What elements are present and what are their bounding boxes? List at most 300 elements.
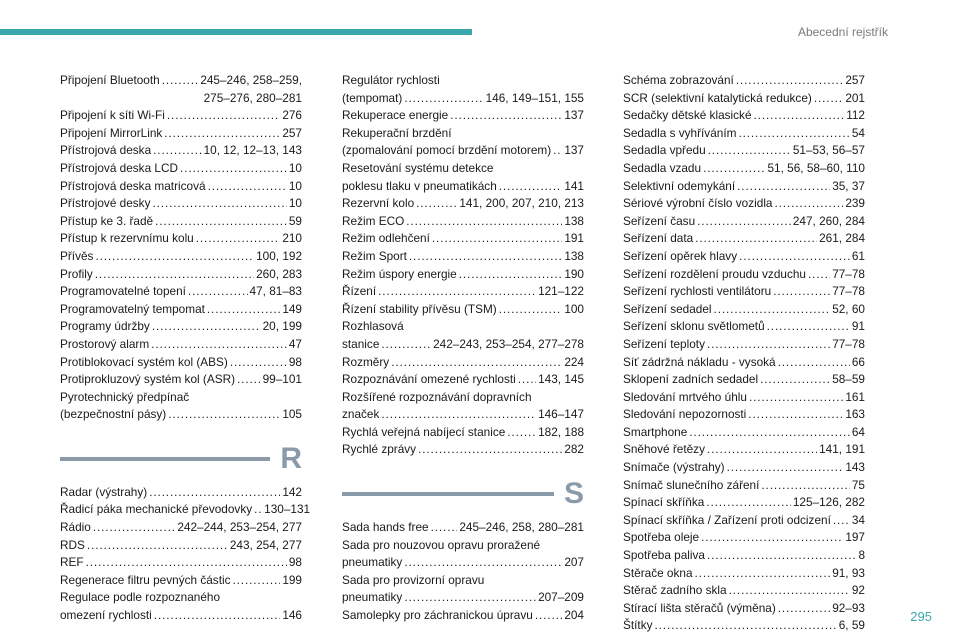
index-line	[60, 406, 302, 424]
page-reference: 191	[564, 231, 584, 246]
page-reference: 47, 81–83	[249, 284, 302, 299]
index-term: Stírací lišta stěračů (výměna)	[623, 600, 776, 615]
index-term: Režim odlehčení	[342, 231, 430, 246]
dot-leader	[707, 547, 856, 565]
page-reference: 100, 192	[256, 248, 302, 263]
index-term: Seřízení času	[623, 213, 696, 228]
index-entry	[623, 195, 865, 213]
dot-leader	[406, 213, 562, 231]
dot-leader	[736, 72, 843, 90]
index-line	[60, 607, 302, 625]
page-reference: 77–78	[832, 266, 865, 281]
page-reference: 143, 145	[538, 372, 584, 387]
index-entry	[60, 248, 302, 266]
dot-leader	[381, 406, 536, 424]
index-term: Přístup k rezervnímu kolu	[60, 231, 194, 246]
index-line	[60, 248, 302, 266]
index-line	[60, 178, 302, 196]
dot-leader	[737, 178, 830, 196]
index-line	[342, 607, 584, 625]
index-entry	[60, 142, 302, 160]
index-term-line: Rozhlasová	[342, 319, 404, 334]
dot-leader	[707, 336, 830, 354]
section-letter: S	[563, 477, 584, 511]
page-reference: 92	[851, 583, 865, 598]
index-entry	[60, 589, 302, 624]
dot-leader	[707, 441, 817, 459]
index-entry	[60, 283, 302, 301]
index-term: Samolepky pro záchranickou úpravu	[342, 608, 533, 623]
index-line	[623, 406, 865, 424]
index-line	[623, 230, 865, 248]
page-reference: 8	[858, 548, 865, 563]
dot-leader	[778, 600, 830, 618]
index-term: Seřízení data	[623, 231, 694, 246]
section-header	[60, 442, 302, 476]
index-term: Snímač slunečního záření	[623, 477, 760, 492]
index-entry	[342, 318, 584, 353]
index-term: Přívěs	[60, 248, 94, 263]
dot-leader	[378, 283, 536, 301]
index-term: Přístup ke 3. řadě	[60, 213, 154, 228]
index-entry	[60, 125, 302, 143]
index-line	[623, 600, 865, 618]
dot-leader	[153, 142, 201, 160]
dot-leader	[180, 160, 287, 178]
index-term: Smartphone	[623, 424, 688, 439]
index-line	[342, 441, 584, 459]
dot-leader	[695, 230, 817, 248]
dot-leader	[391, 354, 562, 372]
index-line	[342, 371, 584, 389]
page-reference: 242–243, 253–254, 277–278	[433, 336, 584, 351]
index-term: Stěrače okna	[623, 565, 693, 580]
index-entry	[342, 72, 584, 107]
dot-leader	[748, 406, 843, 424]
dot-leader	[749, 389, 843, 407]
page-reference: 10, 12, 12–13, 143	[203, 143, 302, 158]
index-term-line: Regulátor rychlosti	[342, 73, 440, 87]
index-term: Přístrojová deska	[60, 143, 152, 158]
index-term: Spotřeba oleje	[623, 530, 700, 545]
dot-leader	[695, 565, 831, 583]
index-line	[623, 494, 865, 512]
dot-leader	[714, 301, 831, 319]
index-entry	[342, 537, 584, 572]
index-entry	[60, 230, 302, 248]
index-line	[342, 406, 584, 424]
index-entry	[623, 248, 865, 266]
dot-leader	[233, 572, 281, 590]
index-line	[60, 301, 302, 319]
index-entry	[60, 336, 302, 354]
index-line	[60, 501, 311, 519]
page-reference: 201	[845, 90, 865, 105]
index-term: SCR (selektivní katalytická redukce)	[623, 90, 812, 105]
index-line	[60, 318, 302, 336]
index-line	[342, 301, 584, 319]
index-line	[342, 142, 584, 160]
index-line	[60, 213, 302, 231]
page-reference: 245–246, 258–259,	[200, 73, 302, 87]
index-term: Přístrojová deska LCD	[60, 160, 179, 175]
index-entry	[342, 424, 584, 442]
index-term: Spotřeba paliva	[623, 548, 705, 563]
page-reference: 204	[564, 608, 584, 623]
index-entry	[623, 389, 865, 407]
index-line	[342, 107, 584, 125]
dot-leader	[95, 266, 254, 284]
index-entry	[623, 283, 865, 301]
index-line	[60, 266, 302, 284]
dot-leader	[701, 529, 843, 547]
page-reference: 98	[288, 354, 302, 369]
index-line	[623, 90, 865, 108]
index-entry	[623, 213, 865, 231]
page-header-title: Abecední rejstřík	[797, 25, 888, 39]
dot-leader	[168, 406, 280, 424]
index-term: poklesu tlaku v pneumatikách	[342, 178, 497, 193]
dot-leader	[196, 230, 281, 248]
dot-leader	[729, 582, 850, 600]
index-entry	[60, 318, 302, 336]
index-entry	[623, 266, 865, 284]
index-entry	[60, 266, 302, 284]
index-term: Seřízení teploty	[623, 336, 705, 351]
page-number: 295	[910, 609, 932, 624]
index-entry	[342, 107, 584, 125]
index-term-line: Pyrotechnický předpínač	[60, 389, 190, 404]
page-reference: 207–209	[538, 590, 584, 605]
index-term: RDS	[60, 537, 85, 552]
index-term: Rychlá veřejná nabíjecí stanice	[342, 424, 506, 439]
index-term: Selektivní odemykání	[623, 178, 736, 193]
index-entry	[60, 160, 302, 178]
index-line	[623, 582, 865, 600]
page-reference: 59	[288, 213, 302, 228]
page-reference: 243, 254, 277	[229, 537, 302, 552]
page-reference: 100	[564, 301, 584, 316]
page-reference: 92–93	[832, 600, 865, 615]
index-line	[342, 195, 584, 213]
page-reference: 146	[282, 608, 302, 623]
dot-leader	[773, 283, 830, 301]
section-header	[342, 477, 584, 511]
index-term: Seřízení rozdělení proudu vzduchu	[623, 266, 806, 281]
index-line	[623, 142, 865, 160]
dot-leader	[154, 607, 281, 625]
page-reference: 257	[282, 125, 302, 140]
dot-leader	[164, 125, 280, 143]
dot-leader	[152, 318, 261, 336]
page-reference: 91, 93	[832, 565, 865, 580]
index-entry	[60, 484, 302, 502]
page-reference: 207	[564, 555, 584, 570]
index-entry	[623, 354, 865, 372]
dot-leader	[507, 424, 536, 442]
index-entry	[342, 266, 584, 284]
index-entry	[623, 336, 865, 354]
page-reference: 239	[845, 196, 865, 211]
index-term: (tempomat)	[342, 90, 403, 105]
index-entry	[623, 512, 865, 530]
dot-leader	[761, 477, 849, 495]
index-term: Sada hands free	[342, 520, 429, 535]
index-line	[623, 266, 865, 284]
index-term: pneumatiky	[342, 555, 403, 570]
index-line	[60, 537, 302, 555]
index-line	[342, 519, 584, 537]
index-term: Radar (výstrahy)	[60, 484, 148, 499]
index-term: Rekuperace energie	[342, 108, 449, 123]
index-line	[623, 529, 865, 547]
dot-leader	[87, 537, 228, 555]
index-line	[623, 301, 865, 319]
index-entry	[60, 389, 302, 424]
index-line	[623, 72, 865, 90]
dot-leader	[814, 90, 843, 108]
page-reference: 143	[845, 460, 865, 475]
index-entry	[60, 178, 302, 196]
index-line	[623, 354, 865, 372]
index-line	[623, 512, 865, 530]
index-entry	[623, 142, 865, 160]
index-entry	[60, 537, 302, 555]
index-term: Seřízení opěrek hlavy	[623, 248, 738, 263]
dot-leader	[404, 589, 536, 607]
index-entry	[60, 554, 302, 572]
page-reference: 121–122	[538, 284, 584, 299]
dot-leader	[689, 424, 850, 442]
page-reference-continued: 275–276, 280–281	[203, 90, 302, 105]
index-term: Sledování mrtvého úhlu	[623, 389, 747, 404]
dot-leader	[152, 195, 286, 213]
page-reference: 142	[282, 484, 302, 499]
index-entry	[342, 213, 584, 231]
dot-leader	[208, 178, 287, 196]
dot-leader	[151, 336, 287, 354]
index-line	[623, 213, 865, 231]
index-line	[623, 389, 865, 407]
dot-leader	[697, 213, 791, 231]
index-term: Sedačky dětské klasické	[623, 108, 752, 123]
index-line	[623, 459, 865, 477]
index-entry	[342, 441, 584, 459]
index-term: Stěrač zadního skla	[623, 583, 727, 598]
dot-leader	[518, 371, 536, 389]
index-term-line: Rozšířené rozpoznávání dopravních	[342, 389, 532, 404]
index-entry	[623, 72, 865, 90]
dot-leader	[416, 195, 457, 213]
index-term: Protiprokluzový systém kol (ASR)	[60, 372, 236, 387]
index-line	[60, 195, 302, 213]
page-reference: 141, 191	[819, 442, 865, 457]
index-entry	[60, 519, 302, 537]
index-term: Rezervní kolo	[342, 196, 415, 211]
index-line	[623, 178, 865, 196]
page-reference: 61	[851, 248, 865, 263]
page-reference: 224	[564, 354, 584, 369]
index-line	[60, 484, 302, 502]
index-term: Regenerace filtru pevných částic	[60, 572, 231, 587]
dot-leader	[775, 195, 844, 213]
index-line	[342, 178, 584, 196]
index-term: Připojení Bluetooth	[60, 73, 160, 87]
page-reference: 161	[845, 389, 865, 404]
page-reference: 10	[288, 196, 302, 211]
page-reference: 6, 59	[838, 618, 865, 633]
index-term: Spínací skříňka / Zařízení proti odcizení	[623, 512, 831, 527]
page-reference: 138	[564, 248, 584, 263]
index-line	[60, 354, 302, 372]
index-entry	[623, 90, 865, 108]
index-term: Sedadla s vyhříváním	[623, 125, 737, 140]
index-term: Rozměry	[342, 354, 390, 369]
index-line	[623, 547, 865, 565]
index-entry	[342, 354, 584, 372]
index-term: Řízení stability přívěsu (TSM)	[342, 301, 497, 316]
index-entry	[623, 125, 865, 143]
index-entry	[342, 607, 584, 625]
page-reference: 20, 199	[262, 319, 302, 334]
index-line	[342, 354, 584, 372]
dot-leader	[418, 441, 562, 459]
index-line	[342, 424, 584, 442]
index-entry	[623, 107, 865, 125]
index-term: Seřízení sedadel	[623, 301, 712, 316]
page-reference: 66	[851, 354, 865, 369]
dot-leader	[499, 178, 563, 196]
index-entry	[623, 160, 865, 178]
index-term: Síť zádržná nákladu - vysoká	[623, 354, 776, 369]
index-column-2	[342, 72, 584, 625]
dot-leader	[404, 90, 483, 108]
index-entry	[623, 301, 865, 319]
index-term: Sklopení zadních sedadel	[623, 372, 759, 387]
page-reference: 35, 37	[832, 178, 865, 193]
index-line	[60, 572, 302, 590]
page-reference: 245–246, 258, 280–281	[459, 520, 584, 535]
dot-leader	[499, 301, 563, 319]
index-entry	[623, 230, 865, 248]
dot-leader	[167, 107, 280, 125]
index-entry	[623, 477, 865, 495]
index-term: Protiblokovací systém kol (ABS)	[60, 354, 228, 369]
index-term: (zpomalování pomocí brzdění motorem)	[342, 143, 552, 158]
index-line	[60, 336, 302, 354]
index-entry	[623, 617, 865, 635]
index-term: Režim Sport	[342, 248, 407, 263]
index-entry	[60, 72, 302, 107]
index-term-line: Rekuperační brzdění	[342, 125, 452, 140]
index-term: Režim úspory energie	[342, 266, 457, 281]
page-reference: 10	[288, 178, 302, 193]
index-line	[623, 248, 865, 266]
page-reference: 34	[851, 512, 865, 527]
page-reference: 182, 188	[538, 424, 584, 439]
dot-leader	[381, 336, 431, 354]
dot-leader	[553, 142, 562, 160]
index-line	[342, 90, 584, 108]
index-entry	[60, 195, 302, 213]
index-line	[342, 554, 584, 572]
page-reference: 54	[851, 125, 865, 140]
index-term-line: Sada pro nouzovou opravu proražené	[342, 537, 541, 552]
index-term: Přístrojové desky	[60, 196, 151, 211]
index-term: Režim ECO	[342, 213, 405, 228]
index-entry	[623, 459, 865, 477]
index-entry	[623, 529, 865, 547]
index-term: Sedadla vpředu	[623, 143, 706, 158]
dot-leader	[86, 554, 287, 572]
section-letter: R	[280, 442, 302, 476]
index-line	[60, 142, 302, 160]
page-reference: 146–147	[538, 407, 584, 422]
index-term: Seřízení sklonu světlometů	[623, 319, 765, 334]
index-line	[60, 72, 302, 90]
index-term: Sériové výrobní číslo vozidla	[623, 196, 773, 211]
index-term-line: Regulace podle rozpoznaného	[60, 590, 221, 605]
page-reference: 141	[564, 178, 584, 193]
page-reference: 163	[845, 407, 865, 422]
dot-leader	[450, 107, 562, 125]
page-reference: 137	[564, 143, 584, 158]
index-line	[60, 107, 302, 125]
index-line	[623, 424, 865, 442]
page-reference: 105	[282, 407, 302, 422]
header-accent-bar	[0, 29, 472, 35]
index-term: Připojení k síti Wi-Fi	[60, 108, 165, 123]
index-line	[60, 283, 302, 301]
dot-leader	[727, 459, 844, 477]
index-term: Řízení	[342, 284, 377, 299]
page-reference: 210	[282, 231, 302, 246]
dot-leader	[703, 160, 765, 178]
index-line	[342, 283, 584, 301]
index-line	[623, 107, 865, 125]
page-reference: 10	[288, 160, 302, 175]
page-reference: 51, 56, 58–60, 110	[767, 160, 865, 175]
page-reference: 199	[282, 572, 302, 587]
index-line	[623, 371, 865, 389]
dot-leader	[833, 512, 850, 530]
page-reference: 282	[564, 442, 584, 457]
dot-leader	[404, 554, 562, 572]
index-term: Spínací skříňka	[623, 495, 705, 510]
page-reference: 52, 60	[832, 301, 865, 316]
index-column-3	[623, 72, 865, 635]
index-line	[342, 213, 584, 231]
index-term: Prostorový alarm	[60, 336, 150, 351]
dot-leader	[432, 230, 562, 248]
page-reference: 197	[845, 530, 865, 545]
index-term: Připojení MirrorLink	[60, 125, 163, 140]
index-term: Štítky	[623, 618, 653, 633]
index-term: Seřízení rychlosti ventilátoru	[623, 284, 772, 299]
index-line	[342, 589, 584, 607]
index-entry	[623, 178, 865, 196]
section-divider	[342, 492, 554, 496]
index-line	[623, 318, 865, 336]
index-entry	[342, 389, 584, 424]
index-entry	[342, 195, 584, 213]
index-entry	[623, 406, 865, 424]
index-entry	[60, 107, 302, 125]
dot-leader	[739, 248, 850, 266]
index-term-line: Resetování systému detekce	[342, 160, 494, 175]
index-entry	[60, 354, 302, 372]
index-entry	[60, 301, 302, 319]
